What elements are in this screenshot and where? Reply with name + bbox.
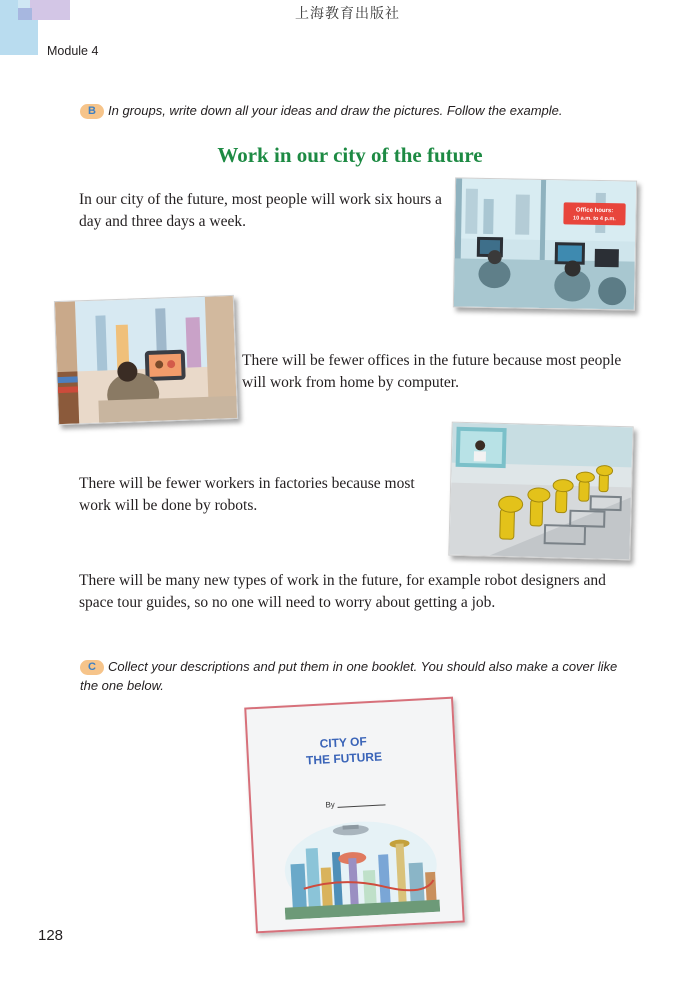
page-number: 128 bbox=[38, 927, 64, 944]
section-b-instruction bbox=[80, 101, 640, 120]
paragraph-working-hours: In our city of the future, most people will work six hours a day and three days a week. bbox=[79, 191, 442, 230]
office-sign-line2: 10 a.m. to 4 p.m. bbox=[572, 215, 616, 223]
paragraph-new-types-of-work: There will be many new types of work in the future, for example robot designers and space tour guides, so no one will need to worry about getting a job. bbox=[79, 572, 606, 611]
booklet-title bbox=[293, 732, 395, 769]
section-c-badge: C bbox=[80, 660, 104, 675]
section-c-text: Collect your descriptions and put them in one booklet. You should also make a cover like the one below. bbox=[80, 659, 618, 693]
booklet-title-line1: CITY OF bbox=[319, 734, 368, 751]
booklet-cover bbox=[244, 697, 465, 934]
module-label: Module 4 bbox=[47, 44, 99, 58]
paragraph-fewer-factory-workers: There will be fewer workers in factories because most work will be done by robots. bbox=[79, 475, 415, 514]
booklet-title-line2: THE FUTURE bbox=[305, 749, 383, 768]
office-sign-line1: Office hours: bbox=[575, 207, 614, 215]
section-c-instruction bbox=[80, 657, 620, 695]
factory-robots-illustration bbox=[448, 422, 633, 561]
booklet-author-line bbox=[338, 804, 386, 808]
page-title: Work in our city of the future bbox=[217, 143, 483, 167]
home-work-illustration bbox=[54, 295, 238, 425]
paragraph-fewer-offices: There will be fewer offices in the future because most people will work from home by computer. bbox=[242, 352, 622, 391]
section-b-text: In groups, write down all your ideas and draw the pictures. Follow the example. bbox=[108, 103, 563, 118]
publisher-header: 上海教育出版社 bbox=[295, 6, 400, 22]
city-of-future-illustration bbox=[280, 812, 440, 920]
booklet-by-label: By bbox=[325, 800, 336, 810]
section-b-badge: B bbox=[80, 104, 104, 119]
office-illustration bbox=[453, 177, 637, 310]
